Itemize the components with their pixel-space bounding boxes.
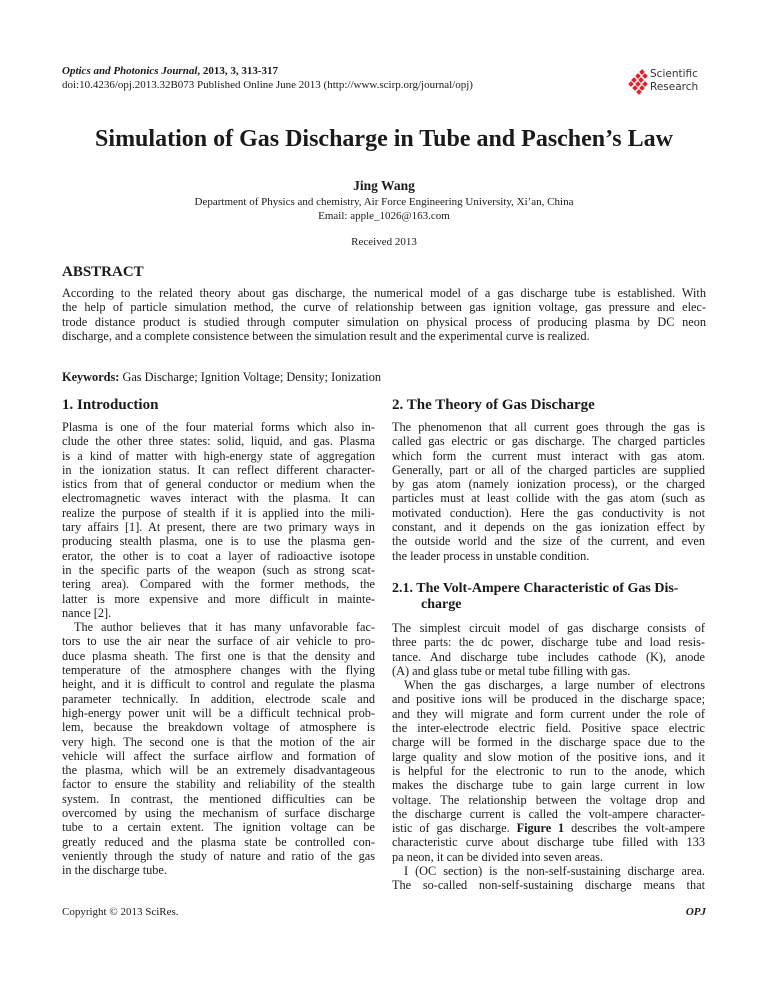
text-line: Generally, part or all of the charged particles are supplied (392, 462, 705, 477)
text-line: The author believes that it has many unfavorable fac- (74, 620, 375, 635)
keywords-label: Keywords: (62, 370, 120, 384)
text-line: lem, because the breakdown voltage of atmosphere is (62, 720, 375, 735)
text-line: constant, and it depends on the gas ionization effect by (392, 520, 705, 535)
email: Email: apple_1026@163.com (318, 210, 450, 222)
author-affiliation (0, 195, 768, 223)
text-line: and they will migrate and form current under the role of (392, 706, 705, 721)
journal-header (62, 64, 473, 92)
text-line: very high. The second one is that the motion of the air (62, 734, 375, 749)
text-line: discharge, and a complete consistence between the simulation result and the experimental curve is realized. (62, 328, 590, 343)
keywords (62, 370, 381, 385)
text-line: I (OC section) is the non-self-sustaining discharge area. (404, 864, 705, 879)
subheading-line: charge (421, 597, 462, 612)
text-line: The simplest circuit model of gas discharge consists of (392, 621, 705, 635)
text-line: electromagnetic waves interact with the plasma. It can (62, 491, 375, 506)
text-line: vehicle will affect the surface airflow and formation of (62, 748, 375, 763)
text-line: voltage. The relationship between the voltage drop and (392, 792, 705, 807)
text-line: pa neon, it can be divided into seven areas. (392, 849, 604, 864)
text-line: characteristic curve about discharge tube filled with 133 (392, 835, 705, 850)
text-line: duce plasma sheath. The first one is that the density and (62, 648, 375, 663)
text-line: by gas atom (namely ionization process), or the charged (392, 477, 705, 492)
text-line: the leader process in unstable condition. (392, 548, 590, 563)
text-line: According to the related theory about gas discharge, the numerical model of a gas discharge tube is established. With (62, 286, 706, 300)
text-line: the discharge current is called the volt-ampere character- (392, 806, 705, 821)
figure-reference[interactable]: Figure 1 (516, 821, 565, 836)
author-name: Jing Wang (353, 178, 415, 193)
text-line: which form the current must interact with gas atom. (392, 448, 705, 463)
text-line: in the ionization status. It can reflect different character- (62, 462, 375, 477)
subsection-heading-volt-ampere (392, 581, 705, 613)
affiliation: Department of Physics and chemistry, Air Force Engineering University, Xi’an, China (194, 196, 574, 208)
text-line: When the gas discharges, a large number of electrons (404, 678, 705, 693)
text-line: istic of gas discharge. Figure 1 describes the volt-ampere (392, 821, 705, 836)
copyright: Copyright © 2013 SciRes. (62, 906, 179, 918)
text-line: called gas electric or gas discharge. The charged particles (392, 434, 705, 449)
text-line: particles must at least collide with the gas atom (such as (392, 491, 705, 506)
section-heading-theory: 2. The Theory of Gas Discharge (392, 397, 595, 413)
text-line: the plasma, which will be an extremely disadvantageous (62, 763, 375, 778)
text-line: is a kind of matter with high-energy state of aggregation (62, 448, 375, 463)
text-line: (A) and glass tube or metal tube filling with gas. (392, 663, 631, 678)
text-line: veniently through the study of nature and ratio of the gas (62, 848, 375, 863)
abstract-body (62, 286, 706, 343)
text-line: height, and it is difficult to control and regulate the plasma (62, 677, 375, 692)
text-line: tering area). Compared with the former methods, the (62, 577, 375, 592)
right-column-intro (392, 420, 705, 563)
text-line: in the discharge tube. (62, 863, 167, 878)
journal-name: Optics and Photonics Journal (62, 65, 198, 77)
text-line: producing stealth plasma, one is to use the plasma gen- (62, 534, 375, 549)
paper-title: Simulation of Gas Discharge in Tube and Paschen’s Law (95, 126, 673, 152)
logo-diamonds-icon (628, 69, 650, 95)
text-line: latter is more expensive and more difficult in mainte- (62, 591, 375, 606)
text-line: in the specific parts of the weapon (such as strong scat- (62, 562, 375, 577)
abstract-heading: ABSTRACT (62, 264, 144, 280)
text-line: system. In contrast, the mentioned difficulties can be (62, 791, 375, 806)
logo-text-line2: Research (650, 81, 699, 93)
text-line: clude the other three states: solid, liquid, and gas. Plasma (62, 434, 375, 449)
text-line: nance [2]. (62, 605, 112, 620)
text-line: the inter-electrode electric field. Positive space electric (392, 721, 705, 736)
text-line: temperature of the atmosphere changes with the flying (62, 663, 375, 678)
text-line: charge will be formed in the discharge space due to the (392, 735, 705, 750)
journal-abbreviation: OPJ (685, 906, 706, 918)
text-line: erator, the other is to coat a layer of radioactive isotope (62, 548, 375, 563)
text-line: tary affairs [1]. At present, there are two primary ways in (62, 520, 375, 535)
text-line: trode distance product is studied through computer simulation on physical process of producing plasma by DC neon (62, 314, 706, 329)
text-line: high-energy power unit will be a difficult technical prob- (62, 705, 375, 720)
text-line: tube to a certain extent. The ignition voltage can be (62, 820, 375, 835)
text-line: tance. And discharge tube includes cathode (K), anode (392, 649, 705, 664)
text-line: motivated conduction). Here the gas conductivity is not (392, 505, 705, 520)
text-line: tors to use the air near the surface of air vehicle to pro- (62, 634, 375, 649)
keywords-text: Gas Discharge; Ignition Voltage; Density; Ionization (119, 370, 381, 384)
publisher-logo (628, 68, 718, 98)
text-line: factor to ensure the stability and reliability of the stealth (62, 777, 375, 792)
text-line: parameter technically. In addition, electrode scale and (62, 691, 375, 706)
received-date: Received 2013 (351, 236, 417, 248)
subheading-line: 2.1. The Volt-Ampere Characteristic of Gas Dis- (392, 581, 679, 596)
text-line: Plasma is one of the four material forms which also in- (62, 420, 375, 434)
text-line: large quality and slow motion of the positive ions, and it (392, 749, 705, 764)
doi-line: doi:10.4236/opj.2013.32B073 Published Online June 2013 (http://www.scirp.org/journal/opj) (62, 79, 473, 91)
text-line: the outside world and the size of the current, and even (392, 534, 705, 549)
left-column-body (62, 420, 375, 878)
text-line: greatly reduced and the plasma state be controlled con- (62, 834, 375, 849)
right-column-body (392, 621, 705, 893)
journal-info: , 2013, 3, 313-317 (197, 65, 279, 77)
text-line: the help of particle simulation method, the curve of relationship between gas ignition voltage, gas pressure and elec- (62, 300, 706, 315)
text-line: makes the discharge tube to gain large current in low (392, 778, 705, 793)
section-heading-introduction: 1. Introduction (62, 397, 159, 413)
text-line: The phenomenon that all current goes through the gas is (392, 420, 705, 434)
text-line: realize the purpose of stealth if it is applied into the mili- (62, 505, 375, 520)
text-line: three parts: the dc power, discharge tube and load resis- (392, 635, 705, 650)
text-line: istics from that of general conductor or medium when the (62, 477, 375, 492)
text-line: overcomed by using the mechanism of surface discharge (62, 806, 375, 821)
text-line: and positive ions will be produced in the discharge space; (392, 692, 705, 707)
text-line: The so-called non-self-sustaining discharge means that (392, 878, 705, 893)
text-line: is helpful for the electronic to run to the anode, which (392, 763, 705, 778)
logo-text-line1: Scientific (650, 68, 698, 80)
